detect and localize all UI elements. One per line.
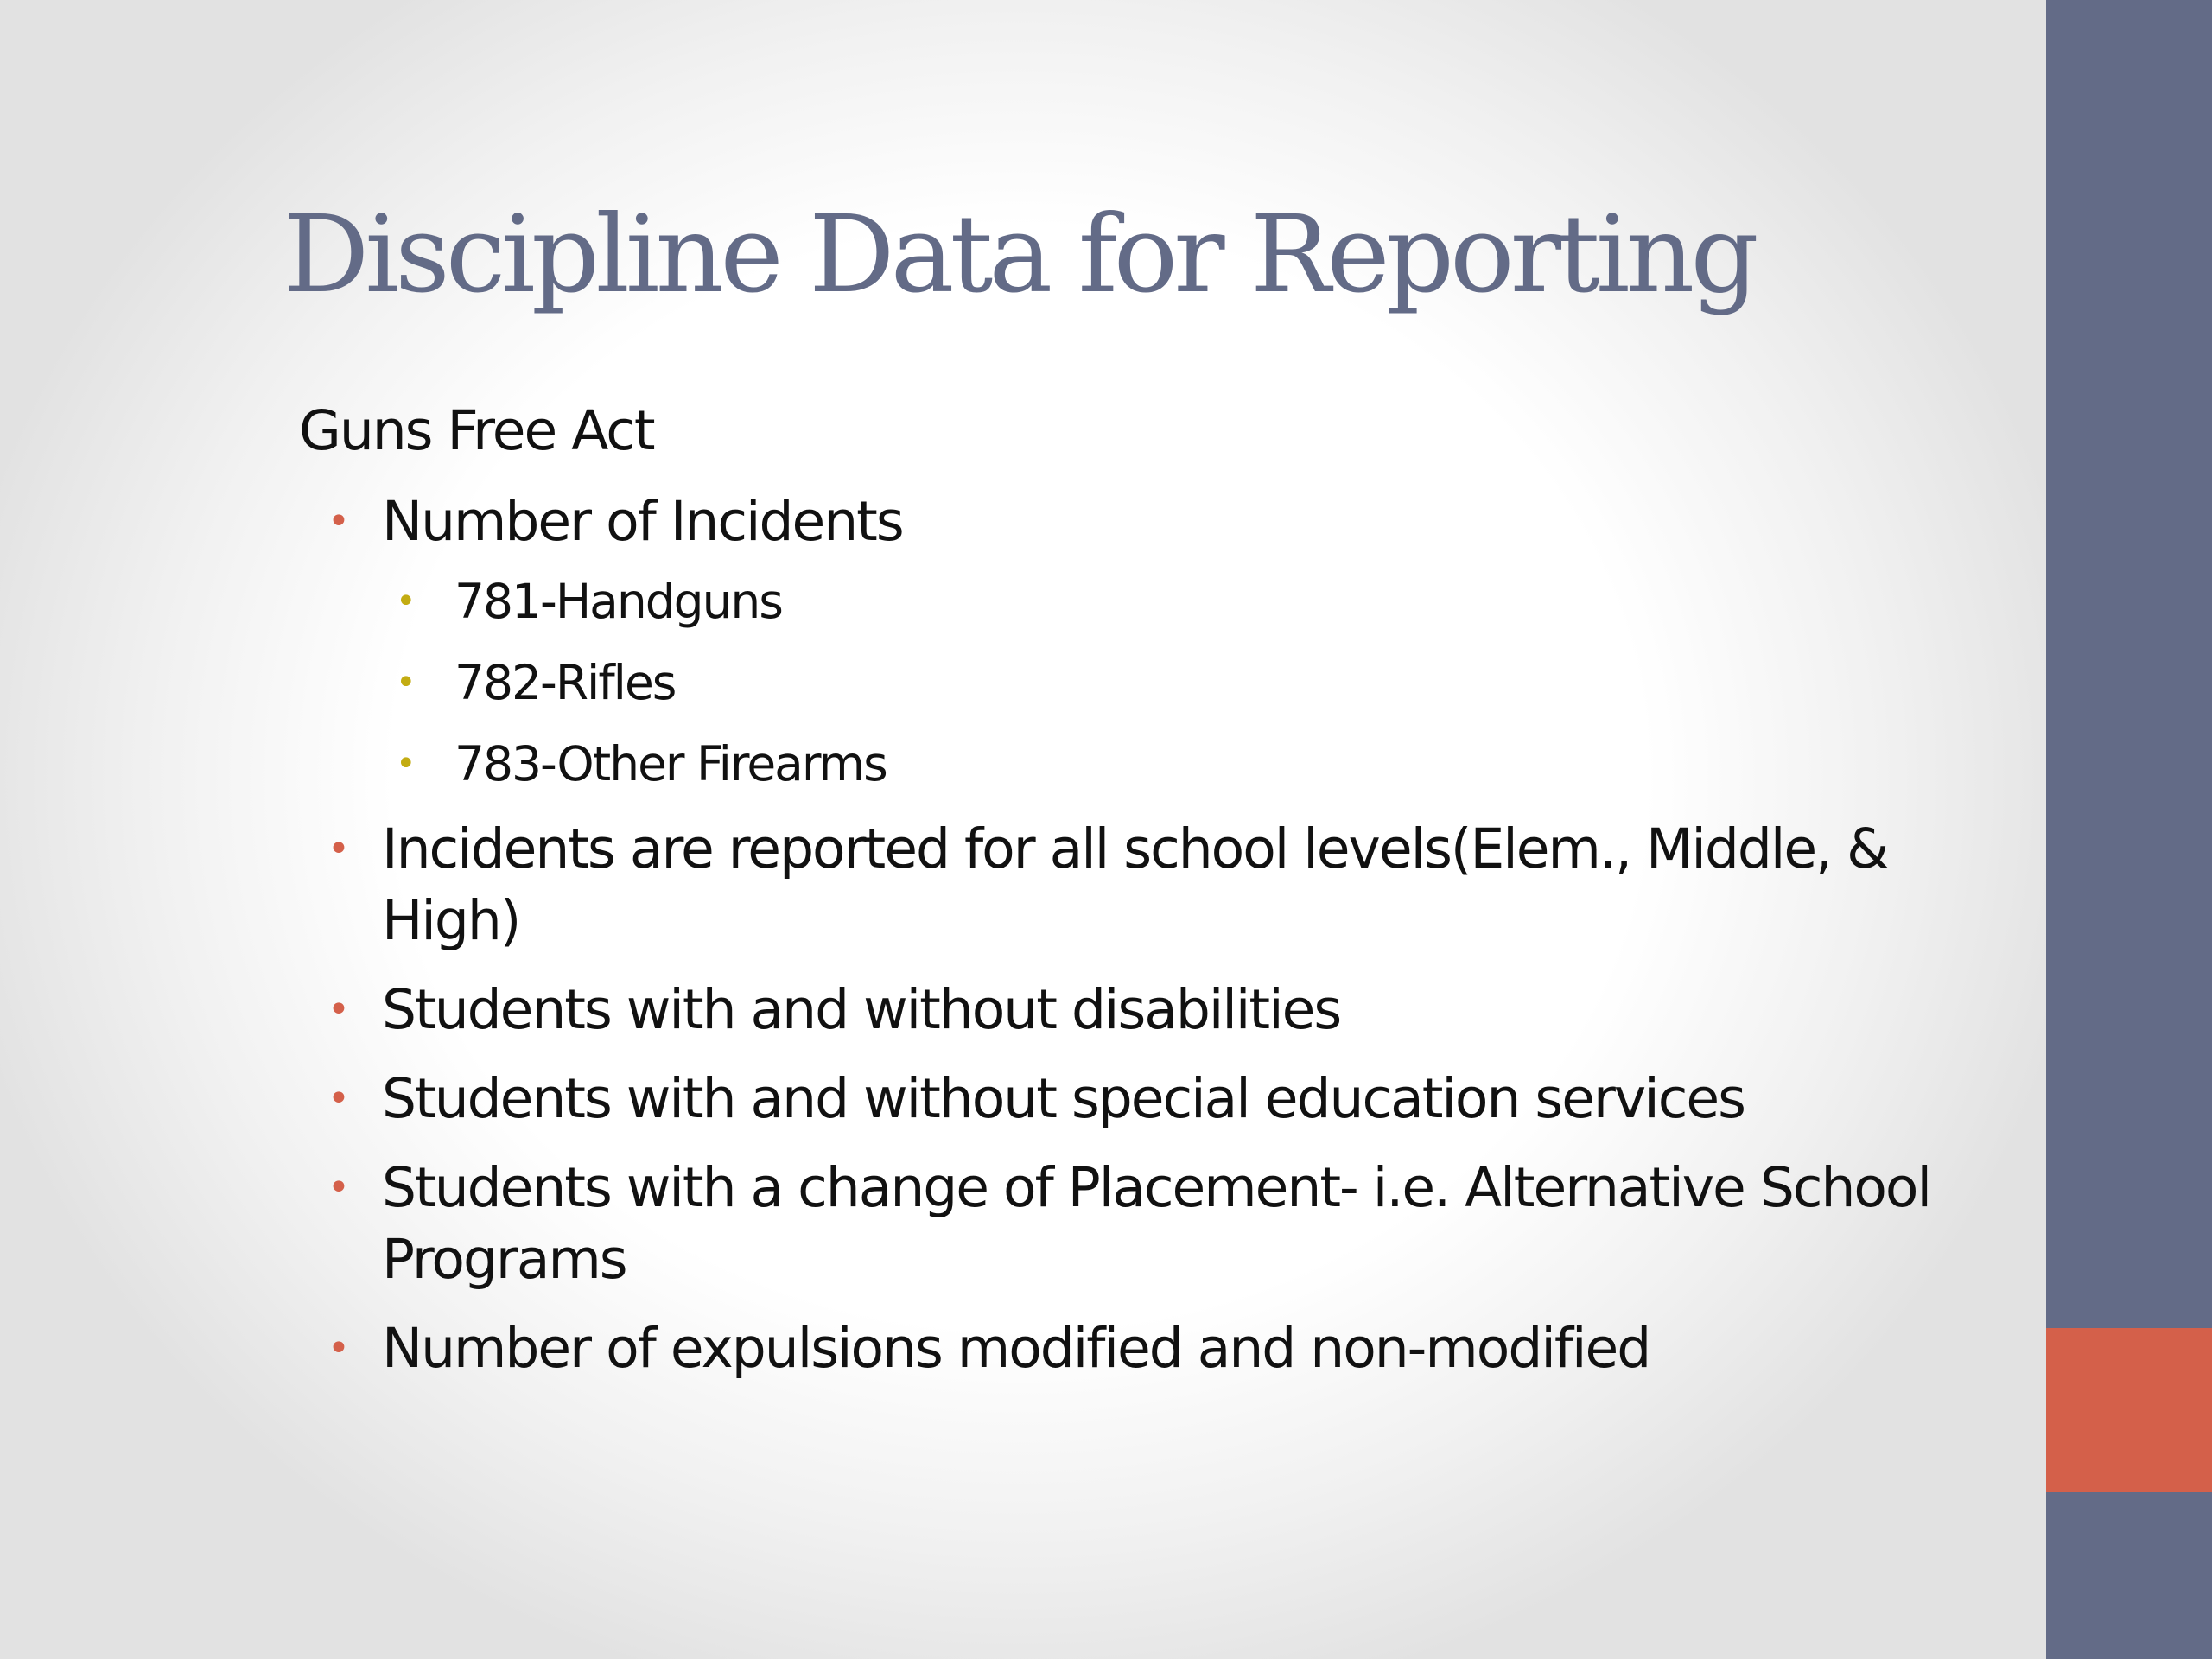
sublist-item-rifles	[382, 651, 1984, 715]
bullet-list	[299, 486, 1984, 1384]
list-item-text: Incidents are reported for all school levels(Elem., Middle, & High)	[382, 817, 1888, 952]
list-item-text: Number of Incidents	[382, 490, 903, 553]
sublist-item-other-firearms	[382, 732, 1984, 796]
list-item-text: Students with and without special education services	[382, 1067, 1745, 1130]
sub-bullet-icon: •	[396, 663, 415, 702]
sublist-item-text: 783-Other Firearms	[454, 736, 887, 791]
intro-heading: Guns Free Act	[299, 399, 654, 462]
slide-body	[299, 396, 1984, 1402]
sublist-item-text: 782-Rifles	[454, 655, 676, 710]
bullet-icon: •	[327, 499, 348, 543]
list-item-expulsions	[299, 1313, 1984, 1384]
sublist-item-handguns	[382, 569, 1984, 633]
list-item-special-education	[299, 1063, 1984, 1135]
list-item-text: Students with and without disabilities	[382, 978, 1341, 1041]
bullet-icon: •	[327, 988, 348, 1032]
list-item-disabilities	[299, 974, 1984, 1046]
bullet-icon: •	[327, 1077, 348, 1121]
list-item-text: Students with a change of Placement- i.e. Alternative School Programs	[382, 1156, 1930, 1291]
sub-bullet-icon: •	[396, 582, 415, 621]
sub-bullet-icon: •	[396, 744, 415, 784]
list-item-text: Number of expulsions modified and non-modified	[382, 1317, 1650, 1380]
list-item-change-of-placement	[299, 1152, 1984, 1295]
bullet-icon: •	[327, 1326, 348, 1370]
sub-bullet-list	[382, 569, 1984, 796]
side-accent-decoration	[2046, 1328, 2212, 1492]
list-item-school-levels	[299, 813, 1984, 957]
list-item-number-of-incidents	[299, 486, 1984, 796]
bullet-icon: •	[327, 827, 348, 871]
sublist-item-text: 781-Handguns	[454, 574, 782, 629]
bullet-icon: •	[327, 1166, 348, 1210]
slide-title: Discipline Data for Reporting	[283, 193, 1755, 317]
